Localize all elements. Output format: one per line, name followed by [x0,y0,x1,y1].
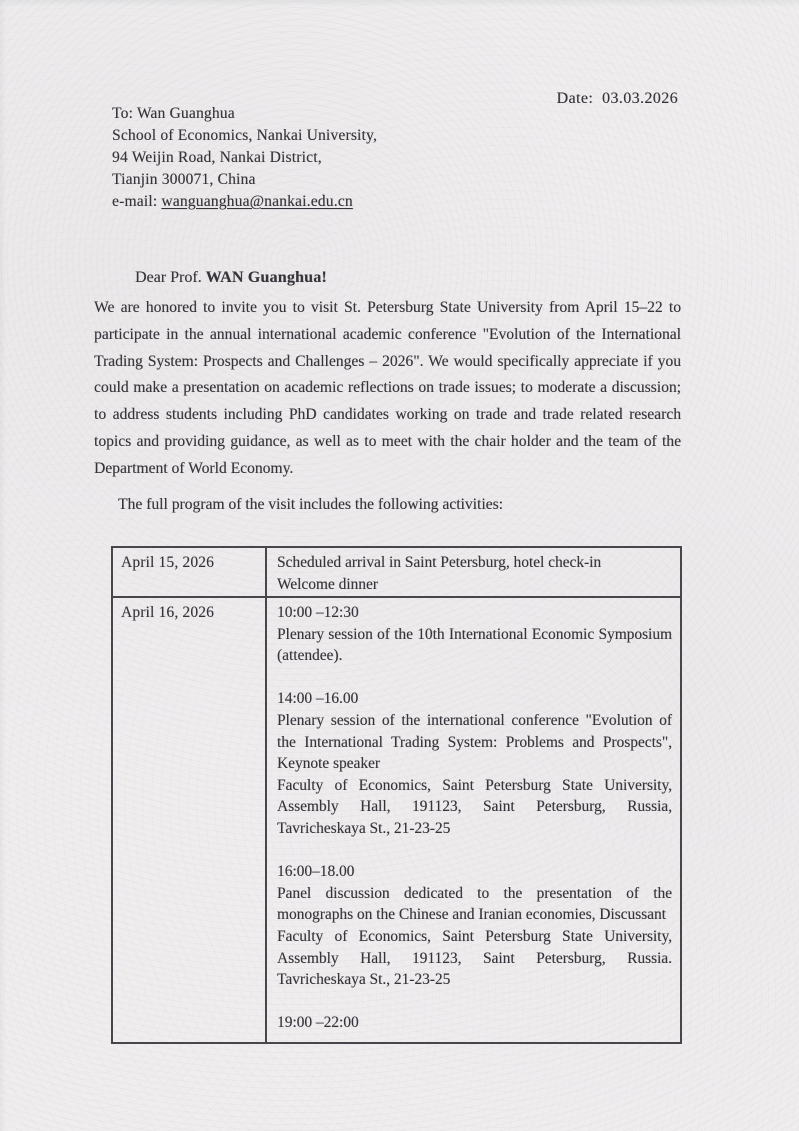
recipient-institution-line: School of Economics, Nankai University, [112,127,378,144]
schedule-date-cell: April 16, 2026 [112,597,266,1043]
activity-line: Plenary session of the international conference "Evolution of the International Trading System: Problems and Prospects", Keynote speaker [277,711,672,773]
date-line: Date: 03.03.2026 [556,90,678,107]
activity-line: 10:00 –12:30 [277,604,359,621]
program-intro-line: The full program of the visit includes the following activities: [118,496,503,513]
schedule-row [112,547,681,597]
activity-line: 16:00–18.00 [277,863,355,881]
recipient-city-line: Tianjin 300071, China [112,171,256,188]
schedule-date-cell: April 15, 2026 [112,547,266,597]
recipient-to-line: To: Wan Guanghua [112,105,235,122]
email-address: wanguanghua@nankai.edu.cn [161,193,353,210]
activity-line: Welcome dinner [277,576,378,593]
salutation-name: WAN Guanghua! [205,269,327,286]
recipient-street-line: 94 Weijin Road, Nankai District, [112,149,322,166]
schedule-row [112,597,681,1043]
activity-line: Faculty of Economics, Saint Petersburg State University, Assembly Hall, 191123, Saint Petersburg, Russia. Tavricheskaya St., 21-23-25 [277,927,672,989]
letter-body-block [94,263,681,483]
recipient-address-block [112,103,377,213]
salutation [94,263,681,293]
activity-line: Plenary session of the 10th International Economic Symposium (attendee). [277,625,672,665]
activity-line: 19:00 –22:00 [277,1014,359,1032]
body-paragraph: We are honored to invite you to visit St. Petersburg State University from April 15–22 to participate in the annual international academic conference "Evolution of the International Trading System: Prospects and Challenges – 2026". We would specifically appreciate if you could make a presentation on academic reflections on trade issues; to moderate a discussion; to address students including PhD candidates working on trade and trade related research topics and providing guidance, as well as to meet with the chair holder and the team of the Department of World Economy. [94,299,681,477]
schedule-activities-cell [266,597,681,1043]
activity-line: Faculty of Economics, Saint Petersburg State University, Assembly Hall, 191123, Saint Petersburg, Russia, Tavricheskaya St., 21-23-25 [277,776,672,837]
salutation-prefix: Dear Prof. [135,269,206,286]
recipient-email-line [112,191,377,213]
activity-gap [277,840,672,862]
activity-gap [277,991,672,1013]
activity-line: Scheduled arrival in Saint Petersburg, hotel check-in [277,554,602,571]
schedule-activities-cell [266,547,681,597]
activity-gap [277,667,672,689]
activity-line: Panel discussion dedicated to the presentation of the monographs on the Chinese and Iranian economies, Discussant [277,884,672,924]
email-label: e-mail: [112,193,162,210]
activity-line: 14:00 –16.00 [277,690,359,708]
program-table [111,546,682,1044]
